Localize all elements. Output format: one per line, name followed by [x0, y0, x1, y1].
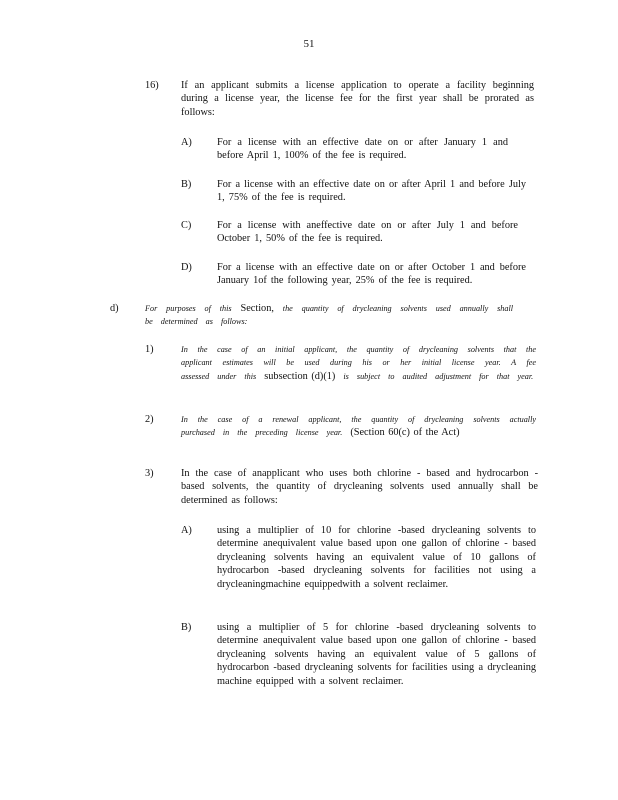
item-d2-text-b: (Section 60(c) of the Act)	[350, 427, 460, 439]
section-d-text-b: Section,	[240, 303, 274, 314]
item-d1-text-b: subsection (d)(1)	[264, 370, 336, 382]
page-number: 51	[303, 38, 315, 50]
item-16-D-label: D)	[181, 262, 192, 273]
section-d-label: d)	[110, 303, 119, 314]
item-d3-label: 3)	[145, 468, 154, 479]
item-16-D-text: For a license with an effective date on or after October 1 and before January 1of the following year, 25% of the fee is required.	[217, 262, 526, 287]
item-d3-A-label: A)	[181, 525, 192, 536]
item-16-B-label: B)	[181, 179, 192, 190]
item-16-B-text: For a license with an effective date on or after April 1 and before July 1, 75% of the fee is required.	[217, 179, 526, 204]
item-16-label: 16)	[145, 80, 159, 91]
item-d3-B-text: using a multiplier of 5 for chlorine -based drycleaning solvents to determine anequivalent value based upon one gallon of chlorine - based drycleaning solvents having an equivalent value of 5 gallons of hydrocarbon -based drycleaning solvents for facilities using a drycleaning machine equipped with a solvent reclaimer.	[217, 622, 536, 687]
item-16-A-label: A)	[181, 137, 192, 148]
item-d1-label: 1)	[145, 344, 154, 355]
item-d3-B-label: B)	[181, 622, 192, 633]
item-16-A-text: For a license with an effective date on or after January 1 and before April 1, 100% of the fee is required.	[217, 137, 508, 162]
item-d2-text	[181, 413, 536, 440]
item-d1-text-a: In the case of an initial applicant, the quantity of drycleaning solvents that the applicant estimates will be used during his or her initial license year. A fee assessed under this	[181, 345, 536, 381]
item-d3-A-text: using a multiplier of 10 for chlorine -based drycleaning solvents to determine anequivalent value based upon one gallon of chlorine - based drycleaning solvents having an equivalent value of 10 gallons of hydrocarbon -based drycleaning solvents for facilities not using a drycleaningmachine equippedwith a solvent reclaimer.	[217, 525, 536, 590]
item-d2-label: 2)	[145, 414, 154, 425]
item-d2-text-a: In the case of a renewal applicant, the quantity of drycleaning solvents actually purchased in the preceding license year.	[181, 415, 536, 438]
section-d-text-a: For purposes of this	[145, 304, 232, 313]
item-d1-text-c: is subject to audited adjustment for that year.	[343, 371, 534, 381]
item-d1-text	[181, 343, 536, 383]
item-16-text: If an applicant submits a license application to operate a facility beginning during a license year, the license fee for the first year shall be prorated as follows:	[181, 80, 534, 118]
item-d3-text: In the case of anapplicant who uses both chlorine - based and hydrocarbon - based solvents, the quantity of drycleaning solvents used annually shall be determined as follows:	[181, 468, 538, 506]
item-16-C-label: C)	[181, 220, 192, 231]
section-d-text-c: the quantity of drycleaning solvents used annually shall be determined as follows:	[145, 304, 514, 327]
section-d-text	[145, 302, 513, 329]
item-16-C-text: For a license with aneffective date on or after July 1 and before October 1, 50% of the fee is required.	[217, 220, 518, 245]
